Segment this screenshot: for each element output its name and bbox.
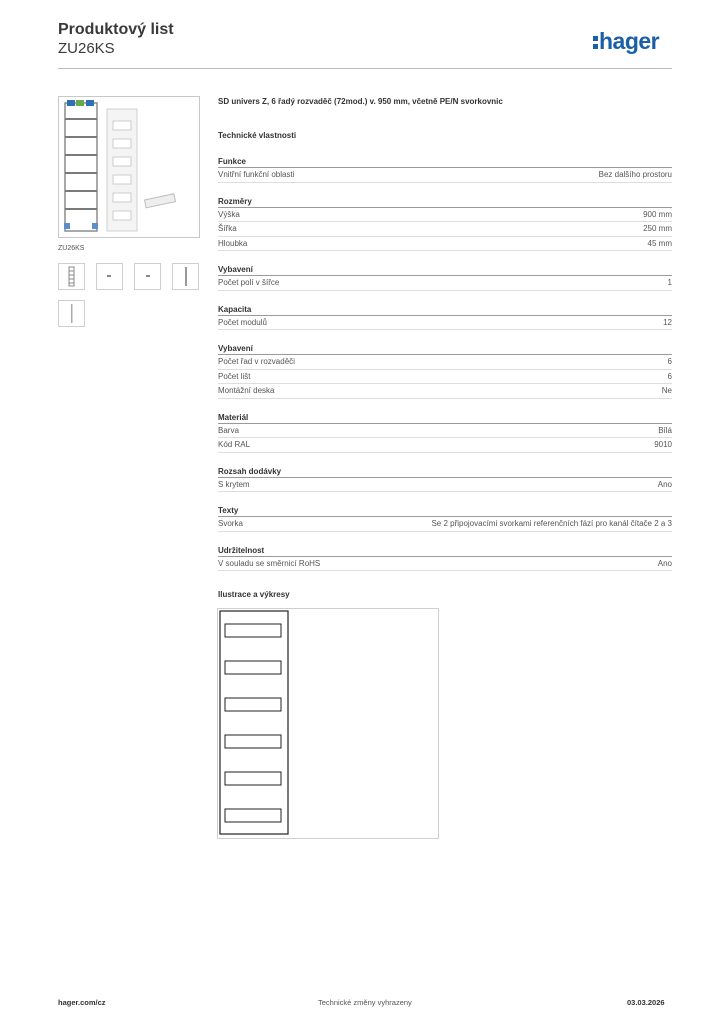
spec-row [218,438,672,453]
footer-disclaimer: Technické změny vyhrazeny [318,998,412,1007]
spec-label: Barva [218,425,239,435]
spec-value: Ano [657,558,672,568]
spec-group-material [218,412,672,453]
spec-group-texty [218,505,672,532]
spec-value: Ne [661,386,672,395]
header-divider [58,68,672,69]
spec-group-title: Rozsah dodávky [218,466,672,478]
spec-group-udrzitelnost [218,545,672,572]
spec-group-title: Vybavení [218,264,672,276]
spec-group-kapacita [218,304,672,331]
thumbnail-part-a[interactable] [96,263,123,290]
spec-row [218,168,672,183]
spec-value: 900 mm [643,209,672,219]
spec-value: 12 [663,317,672,327]
spec-label: Počet lišt [218,371,251,381]
product-description: SD univers Z, 6 řadý rozvaděč (72mod.) v. 950 mm, včetně PE/N svorkovnic [218,97,503,106]
spec-label: Počet polí v šířce [218,278,280,287]
spec-label: Výška [218,209,240,219]
spec-value: 250 mm [643,224,672,233]
spec-row [218,424,672,439]
spec-label: Vnitřní funkční oblasti [218,170,295,179]
spec-value: 45 mm [647,238,672,248]
spec-group-title: Texty [218,505,672,517]
spec-row [218,384,672,399]
technical-drawing[interactable] [217,608,439,839]
spec-row [218,557,672,572]
thumbnail-part-b[interactable] [134,263,161,290]
spec-row [218,222,672,237]
spec-table [218,156,672,584]
spec-value: 6 [667,357,672,366]
spec-label: Počet modulů [218,317,267,327]
spec-label: Šířka [218,224,237,233]
spec-label: Počet řad v rozvaděči [218,357,295,366]
spec-label: V souladu se směrnicí RoHS [218,558,321,568]
spec-group-funkce [218,156,672,183]
spec-row [218,276,672,291]
main-image-caption: ZU26KS [58,245,85,252]
spec-row [218,370,672,385]
thumbnail-front-view[interactable] [58,263,85,290]
thumbnail-side-view[interactable] [172,263,199,290]
spec-group-title: Funkce [218,156,672,168]
spec-group-title: Rozměry [218,196,672,208]
spec-row [218,517,672,532]
spec-group-vybaveni-1 [218,264,672,291]
spec-row [218,355,672,370]
spec-value: Ano [657,479,672,489]
spec-value: Se 2 připojovacími svorkami referenčních fází pro kanál čítače 2 a 3 [431,519,672,528]
spec-label: Kód RAL [218,440,251,449]
spec-group-rozmery [218,196,672,252]
spec-value: 9010 [654,440,672,449]
spec-label: Hloubka [218,238,248,248]
spec-label: Svorka [218,519,243,528]
spec-group-title: Materiál [218,412,672,424]
spec-group-title: Udržitelnost [218,545,672,557]
technical-properties-heading: Technické vlastnosti [218,131,297,140]
spec-row [218,208,672,223]
footer-date: 03.03.2026 [627,998,665,1007]
footer-website-link[interactable]: hager.com/cz [58,998,106,1007]
spec-group-title: Vybavení [218,343,672,355]
spec-label: S krytem [218,479,250,489]
hager-logo[interactable] [593,27,675,57]
spec-row [218,316,672,331]
spec-value: 6 [667,371,672,381]
spec-group-title: Kapacita [218,304,672,316]
spec-group-rozsah-dodavky [218,466,672,493]
spec-row [218,478,672,493]
product-code: ZU26KS [58,40,115,57]
spec-value: Bez dalšího prostoru [598,170,672,179]
spec-value: 1 [667,278,672,287]
spec-label: Montážní deska [218,386,275,395]
spec-row [218,237,672,252]
spec-group-vybaveni-2 [218,343,672,399]
main-product-image[interactable] [58,96,200,238]
illustrations-heading: Ilustrace a výkresy [218,590,290,599]
thumbnail-strip-view[interactable] [58,300,85,327]
page-title: Produktový list [58,21,174,38]
logo-wordmark: hager [599,28,660,54]
spec-value: Bílá [658,425,672,435]
